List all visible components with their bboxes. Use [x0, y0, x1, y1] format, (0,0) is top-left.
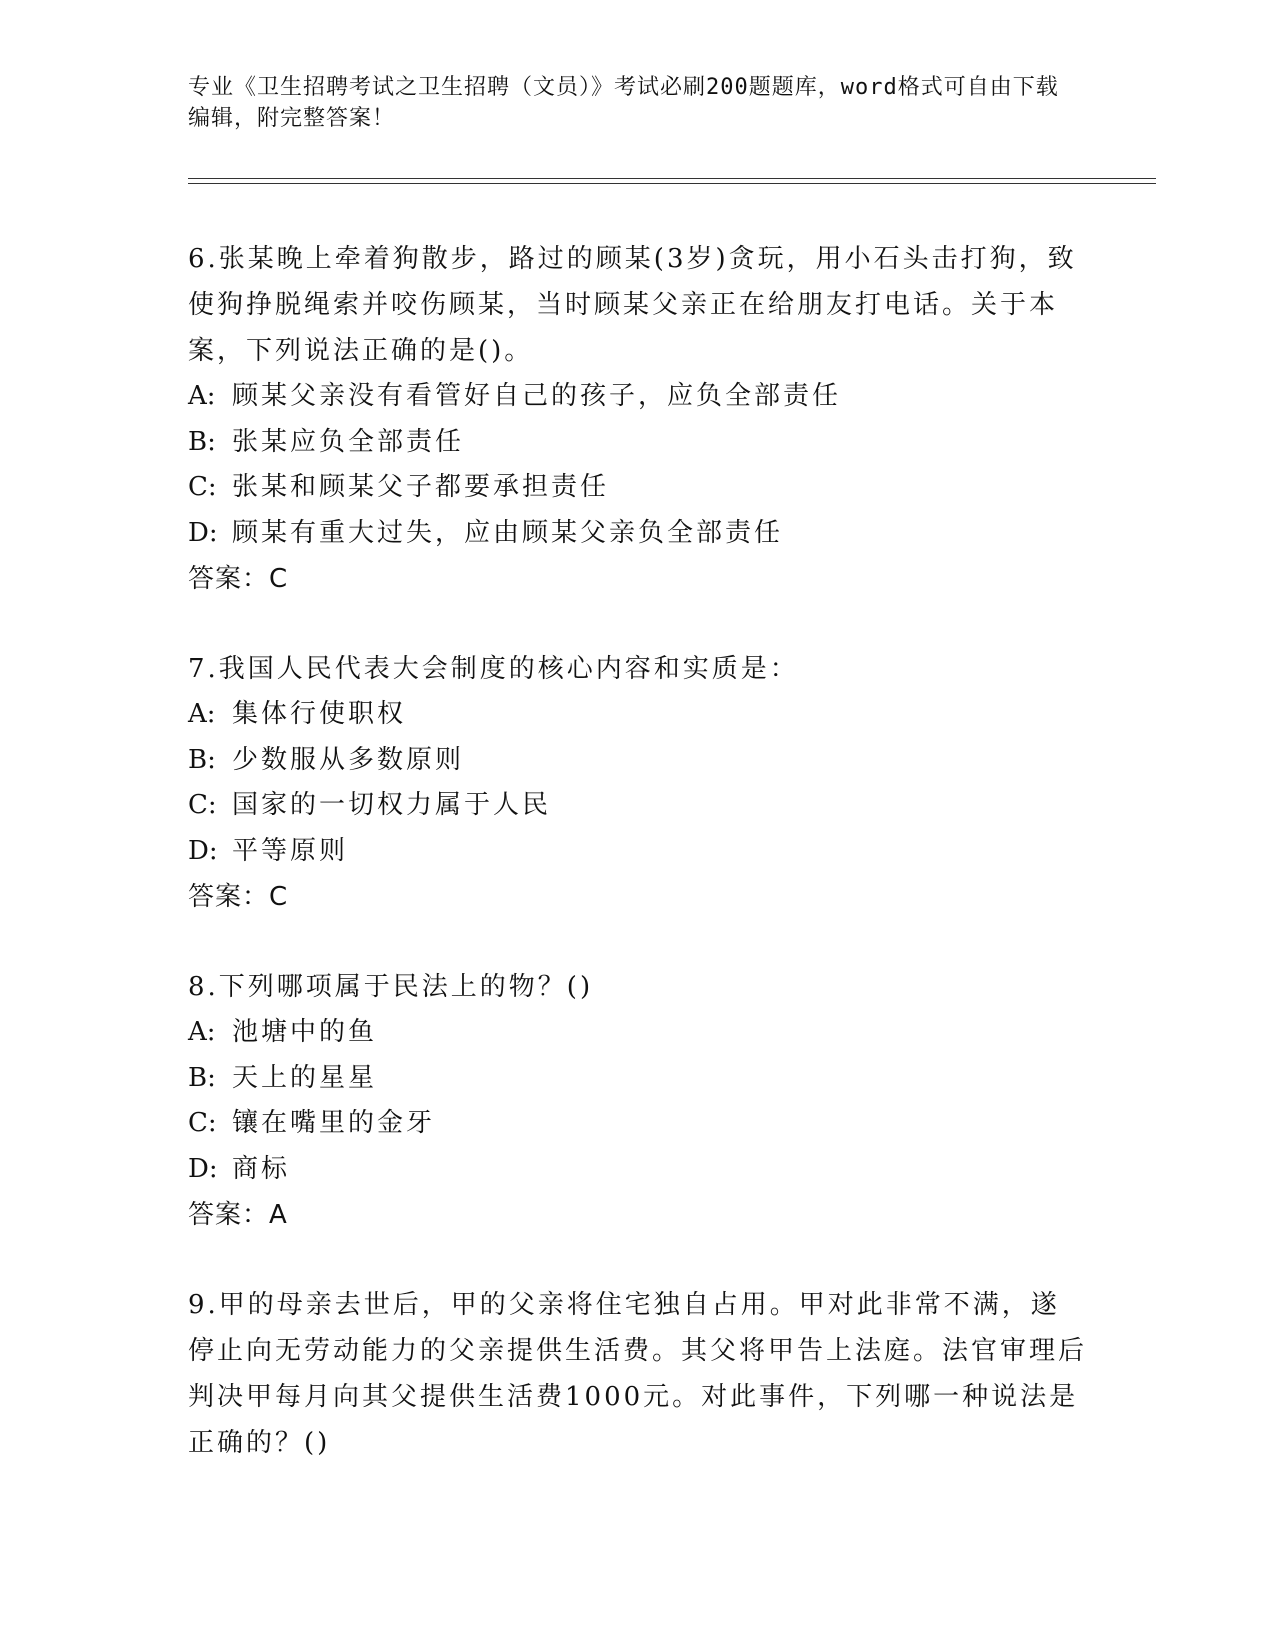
answer-line: 答案：C	[188, 564, 289, 594]
option-letter: B:	[188, 426, 216, 457]
question-stem: 9.甲的母亲去世后，甲的父亲将住宅独自占用。甲对此非常不满，遂停止向无劳动能力的父亲提供生活费。其父将甲告上法庭。法官审理后判决甲每月向其父提供生活费1000元。对此事件，下列哪一种说法是正确的？()	[188, 1290, 1088, 1458]
option-text: 国家的一切权力属于人民	[232, 790, 552, 820]
option-letter: B:	[188, 1062, 216, 1093]
option-b	[188, 420, 1088, 466]
option-letter: A:	[188, 381, 216, 411]
answer-line: 答案：A	[188, 1200, 288, 1230]
option-letter: B:	[188, 744, 216, 775]
header-divider	[188, 178, 1156, 184]
question-stem: 6.张某晚上牵着狗散步，路过的顾某(3岁)贪玩，用小石头击打狗，致使狗挣脱绳索并咬伤顾某，当时顾某父亲正在给朋友打电话。关于本案，下列说法正确的是()。	[188, 244, 1077, 366]
option-text: 张某和顾某父子都要承担责任	[232, 472, 610, 502]
option-c	[188, 1101, 1088, 1147]
option-text: 镶在嘴里的金牙	[232, 1108, 436, 1138]
option-text: 顾某父亲没有看管好自己的孩子，应负全部责任	[232, 381, 842, 411]
question-item	[188, 236, 1088, 602]
document-header: 专业《卫生招聘考试之卫生招聘（文员）》考试必刷200题题库，word格式可自由下载编辑，附完整答案！	[188, 75, 1059, 131]
option-a	[188, 1010, 1088, 1056]
option-text: 商标	[232, 1153, 291, 1184]
option-letter: D:	[188, 835, 218, 866]
option-letter: C:	[188, 1108, 217, 1138]
option-letter: A:	[188, 699, 216, 729]
question-item	[188, 646, 1088, 920]
option-letter: D:	[188, 517, 218, 548]
answer-line: 答案：C	[188, 882, 289, 912]
option-letter: A:	[188, 1017, 216, 1047]
option-letter: C:	[188, 472, 217, 502]
question-item	[188, 1282, 1088, 1466]
option-letter: D:	[188, 1153, 218, 1184]
option-d	[188, 511, 1088, 557]
option-text: 集体行使职权	[232, 699, 407, 729]
option-text: 池塘中的鱼	[232, 1017, 378, 1047]
option-b	[188, 738, 1088, 784]
question-item	[188, 964, 1088, 1238]
option-text: 平等原则	[232, 835, 349, 866]
option-text: 张某应负全部责任	[232, 426, 465, 457]
question-stem: 8.下列哪项属于民法上的物？()	[188, 972, 594, 1002]
option-b	[188, 1056, 1088, 1102]
question-stem: 7.我国人民代表大会制度的核心内容和实质是：	[188, 654, 799, 684]
option-text: 天上的星星	[232, 1062, 378, 1093]
option-text: 顾某有重大过失，应由顾某父亲负全部责任	[232, 517, 784, 548]
option-letter: C:	[188, 790, 217, 820]
question-list	[188, 236, 1088, 1510]
option-a	[188, 374, 1088, 420]
option-c	[188, 465, 1088, 511]
option-c	[188, 783, 1088, 829]
option-d	[188, 1147, 1088, 1193]
option-a	[188, 692, 1088, 738]
option-text: 少数服从多数原则	[232, 744, 465, 775]
option-d	[188, 829, 1088, 875]
